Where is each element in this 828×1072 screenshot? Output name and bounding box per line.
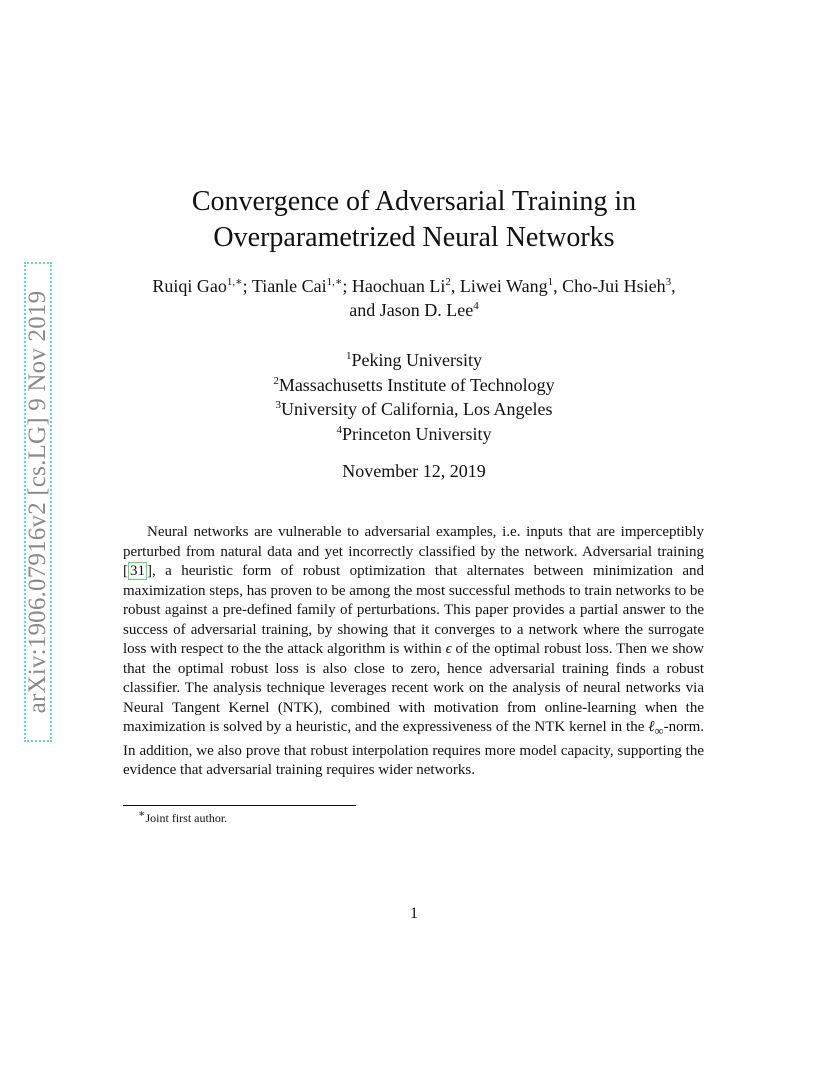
epsilon-symbol: ϵ [445, 641, 452, 657]
author-superscript: 1 [547, 276, 554, 288]
affiliation-number: 4 [336, 423, 342, 436]
author-superscript: 4 [473, 300, 479, 312]
affiliation-name: Massachusetts Institute of Technology [278, 374, 555, 395]
abstract: Neural networks are vulnerable to adversarial examples, i.e. inputs that are imperceptibly perturbed from natural data and yet incorrectly classified by the network. Adversarial training [ 31 ], a heuristic form of robust optimization that alternates between minimization and maximization steps, has proven to be among the most successful methods to train networks to be robust against a pre-defined family of perturbations. This paper provides a partial answer to the success of adversarial training, by showing that it converges to a network where the surrogate loss with respect to the the attack algorithm is within ϵ of the optimal robust loss. Then we show that the optimal robust loss is also close to zero, hence adversarial training finds a robust classifier. The analysis technique leverages recent work on the analysis of neural networks via Neural Tangent Kernel (NTK), combined with motivation from online-learning when the maximization is solved by a heuristic, and the expressiveness of the NTK kernel in the ℓ$_\infty$-norm. In addition, we also prove that robust interpolation requires more model capacity, supporting the evidence that adversarial training requires wider networks. [123, 524, 704, 778]
author-name: Tianle Cai [251, 276, 327, 296]
affiliation-number: 2 [273, 374, 279, 387]
abstract-text: of the optimal robust loss. Then we show that the optimal robust loss is also close to zero, hence adversarial training finds a robust classifier. The analysis technique leverages recent work on the analysis of neural networks via Neural Tangent Kernel (NTK), combined with motivation from online-learning when the maximization is solved by a heuristic, and the expressiveness of the NTK kernel in the [123, 641, 704, 735]
footnote-text: Joint first author. [145, 811, 228, 825]
author-superscript: 1,∗ [226, 276, 243, 288]
norm-subscript: ∞ [654, 724, 664, 738]
author-superscript: 1,∗ [326, 276, 343, 288]
affiliation-item [110, 397, 718, 422]
affiliation-number: 1 [346, 350, 352, 362]
affiliation-name: University of California, Los Angeles [281, 399, 553, 419]
author-list: Ruiqi Gao$^{1,∗}$; Tianle Cai$^{1,∗}$; Haochuan Li$^2$, Liwei Wang$^1$, Cho-Jui Hsieh$^3$, and Jason D. Lee$^4$ [152, 276, 676, 320]
abstract-text: -norm. In addition, we also prove that robust interpolation requires more model capacity, supporting the evidence that adversarial training requires wider networks. [123, 719, 704, 778]
author-name: and Jason D. Lee [349, 300, 474, 320]
affiliation-name: Princeton University [342, 423, 492, 444]
affiliation-item [110, 348, 718, 373]
paper-title [110, 184, 718, 256]
affiliation-name: Peking University [351, 350, 482, 370]
page-number: 1 [410, 905, 418, 922]
title-line-2: Overparametrized Neural Networks [213, 222, 615, 253]
norm-symbol: ℓ [648, 719, 655, 735]
title-line-1: Convergence of Adversarial Training in [191, 186, 637, 217]
author-name: Ruiqi Gao [152, 276, 227, 296]
author-name: Liwei Wang [459, 276, 548, 296]
citation-link[interactable]: 31 [130, 563, 145, 579]
author-superscript: 3 [665, 276, 672, 288]
abstract-text: , a heuristic form of robust optimization that alternates between minimization and maximization steps, has proven to be among the most successful methods to train networks to be robust against a pre-defined family of perturbations. This paper provides a partial answer to the success of adversarial training, by showing that it converges to a network where the surrogate loss with respect to the the attack algorithm is within [123, 563, 704, 657]
affiliation-number: 3 [275, 399, 282, 411]
arxiv-stamp-text: arXiv:1906.07916v2 [cs.LG] 9 Nov 2019 [24, 290, 51, 714]
author-superscript: 2 [445, 276, 451, 288]
footnote [138, 810, 227, 826]
author-name: Haochuan Li [351, 276, 446, 296]
abstract-text: Neural networks are vulnerable to adversarial examples, i.e. inputs that are imperceptibly perturbed from natural data and yet incorrectly classified by the network. Adversarial training [123, 524, 704, 560]
footnote-rule [123, 805, 356, 806]
arxiv-stamp[interactable] [24, 262, 52, 742]
affiliation-item [110, 422, 718, 447]
footnote-mark: ∗ [138, 808, 146, 820]
author-name: Cho-Jui Hsieh [562, 276, 666, 296]
affiliation-list [110, 348, 718, 446]
affiliation-item [110, 373, 718, 398]
paper-date: November 12, 2019 [342, 461, 486, 481]
